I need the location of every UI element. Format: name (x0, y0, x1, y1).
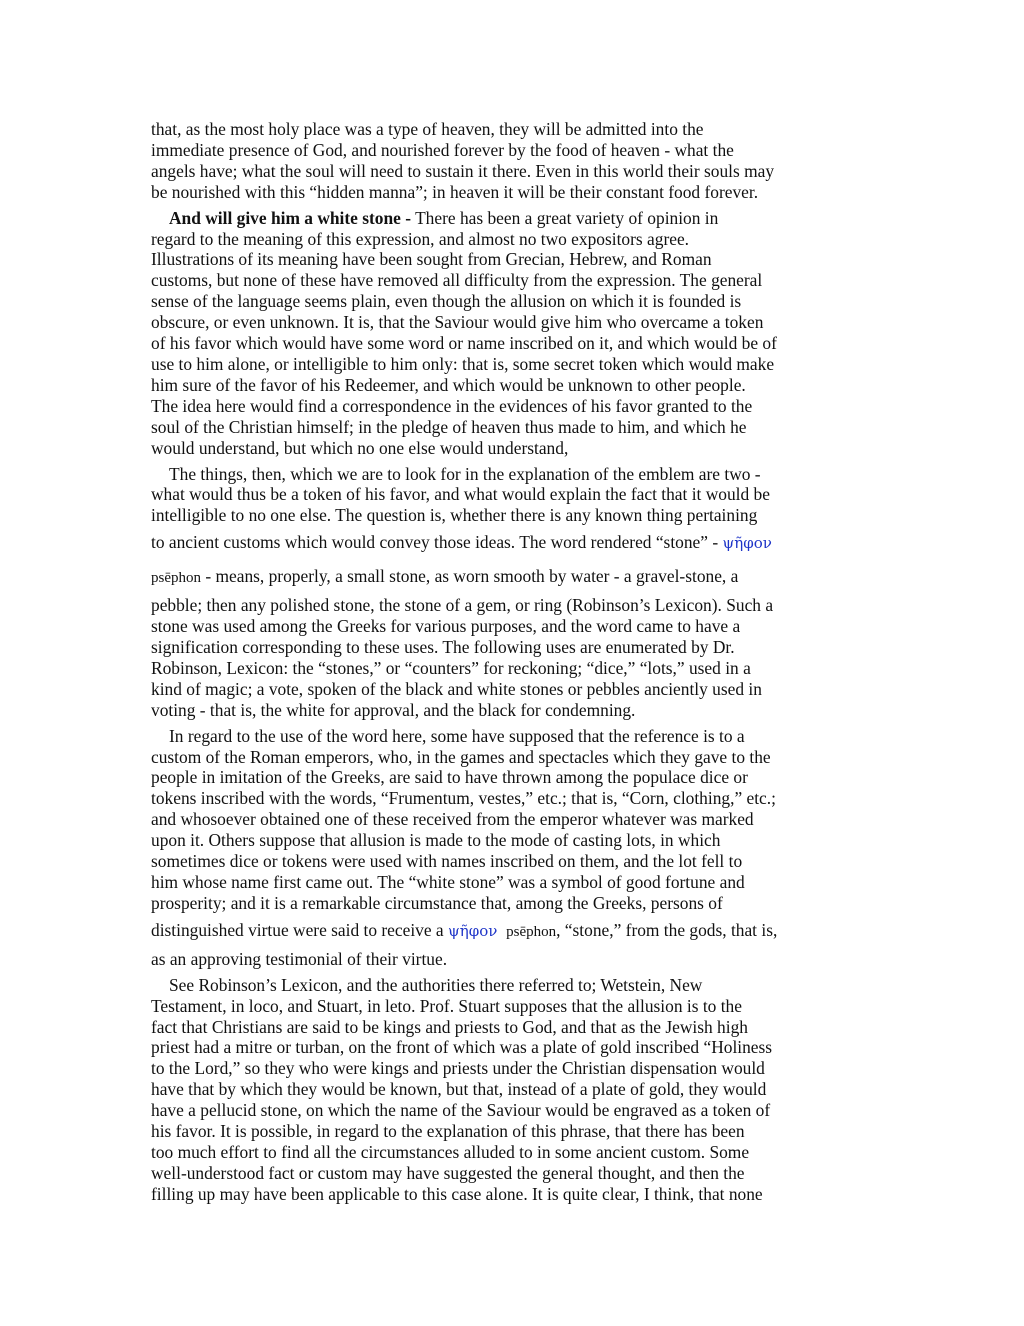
greek-word-link[interactable]: ψῆφον (448, 921, 498, 940)
text-line: Illustrations of its meaning have been sought from Grecian, Hebrew, and Roman (151, 249, 712, 270)
paragraph-2 (151, 208, 881, 459)
text-line: him sure of the favor of his Redeemer, and which would be unknown to other people. (151, 374, 746, 395)
text-line: be nourished with this “hidden manna”; in heaven it will be their constant food forever. (151, 181, 759, 202)
text-line: use to him alone, or intelligible to him only: that is, some secret token which would make (151, 353, 775, 374)
text-line: customs, but none of these have removed all difficulty from the expression. The general (151, 270, 763, 291)
text-span: , “stone,” from the gods, that is, (556, 919, 778, 940)
text-line: immediate presence of God, and nourished forever by the food of heaven - what the (151, 139, 734, 160)
text-line: filling up may have been applicable to this case alone. It is quite clear, I think, that none (151, 1183, 763, 1204)
text-line: obscure, or even unknown. It is, that the Saviour would give him who overcame a token (151, 312, 764, 333)
text-line: too much effort to find all the circumstances alluded to in some ancient custom. Some (151, 1141, 750, 1162)
text-line (151, 526, 881, 560)
paragraph-1 (151, 119, 881, 203)
transliteration: psēphon (151, 570, 201, 587)
text-line: priest had a mitre or turban, on the front of which was a plate of gold inscribed “Holiness (151, 1037, 773, 1058)
text-span: distinguished virtue were said to receive a (151, 919, 448, 940)
text-line: Testament, in loco, and Stuart, in leto. Prof. Stuart supposes that the allusion is to the (151, 995, 742, 1016)
text-line: what would thus be a token of his favor, and what would explain the fact that it would be (151, 484, 770, 505)
text-line: intelligible to no one else. The question is, whether there is any known thing pertaining (151, 505, 758, 526)
paragraph-4 (151, 726, 881, 970)
text-line: prosperity; and it is a remarkable circumstance that, among the Greeks, persons of (151, 892, 723, 913)
text-line: voting - that is, the white for approval, and the black for condemning. (151, 699, 636, 720)
text-span: to ancient customs which would convey those ideas. The word rendered “stone” - (151, 532, 723, 553)
text-line: regard to the meaning of this expression, and almost no two expositors agree. (151, 228, 690, 249)
text-line: Robinson, Lexicon: the “stones,” or “counters” for reckoning; “dice,” “lots,” used in a (151, 657, 751, 678)
text-line: pebble; then any polished stone, the stone of a gem, or ring (Robinson’s Lexicon). Such a (151, 595, 774, 616)
text-line: custom of the Roman emperors, who, in the games and spectacles which they gave to the (151, 746, 771, 767)
text-line: angels have; what the soul will need to sustain it there. Even in this world their souls may (151, 160, 775, 181)
lemma-heading: And will give him a white stone - (169, 207, 412, 228)
text-line: signification corresponding to these uses. The following uses are enumerated by Dr. (151, 637, 735, 658)
text-line: his favor. It is possible, in regard to the explanation of this phrase, that there has been (151, 1121, 745, 1142)
text-line: well-understood fact or custom may have suggested the general thought, and then the (151, 1162, 745, 1183)
text-line: sense of the language seems plain, even though the allusion on which it is founded is (151, 291, 742, 312)
text-line: to the Lord,” so they who were kings and priests under the Christian dispensation would (151, 1058, 765, 1079)
text-line: would understand, but which no one else would understand, (151, 437, 569, 458)
text-line: have that by which they would be known, but that, instead of a plate of gold, they would (151, 1079, 767, 1100)
text-line: The idea here would find a correspondence in the evidences of his favor granted to the (151, 395, 753, 416)
text-line: In regard to the use of the word here, some have supposed that the reference is to a (169, 725, 745, 746)
document-page (151, 119, 881, 1205)
text-line: upon it. Others suppose that allusion is made to the mode of casting lots, in which (151, 830, 721, 851)
text-line (151, 208, 881, 229)
text-line: kind of magic; a vote, spoken of the black and white stones or pebbles anciently used in (151, 678, 762, 699)
text-line: have a pellucid stone, on which the name of the Saviour would be engraved as a token of (151, 1100, 771, 1121)
transliteration: psēphon (506, 923, 557, 940)
text-line: that, as the most holy place was a type of heaven, they will be admitted into the (151, 119, 704, 139)
text-line: stone was used among the Greeks for various purposes, and the word came to have a (151, 616, 741, 637)
text-line: of his favor which would have some word or name inscribed on it, and which would be of (151, 333, 777, 354)
text-span: - means, properly, a small stone, as worn smooth by water - a gravel-stone, a (201, 566, 739, 587)
text-line (151, 914, 881, 949)
text-span: There has been a great variety of opinion in (411, 207, 719, 228)
text-line: him whose name first came out. The “white stone” was a symbol of good fortune and (151, 872, 745, 892)
text-line: The things, then, which we are to look for in the explanation of the emblem are two - (169, 463, 761, 484)
text-line: and whosoever obtained one of these received from the emperor whatever was marked (151, 809, 754, 830)
text-line: See Robinson’s Lexicon, and the authorities there referred to; Wetstein, New (169, 974, 703, 995)
text-line: people in imitation of the Greeks, are said to have thrown among the populace dice or (151, 767, 748, 788)
text-line: soul of the Christian himself; in the pledge of heaven thus made to him, and which he (151, 416, 747, 437)
text-line: as an approving testimonial of their virtue. (151, 948, 448, 969)
text-line: fact that Christians are said to be kings and priests to God, and that as the Jewish high (151, 1016, 748, 1037)
paragraph-3 (151, 464, 881, 721)
text-line: sometimes dice or tokens were used with names inscribed on them, and the lot fell to (151, 851, 743, 872)
text-line (151, 560, 881, 595)
text-line: tokens inscribed with the words, “Frumentum, vestes,” etc.; that is, “Corn, clothing,” etc.; (151, 788, 776, 809)
greek-word-link[interactable]: ψῆφον (722, 534, 772, 553)
paragraph-5 (151, 975, 881, 1205)
